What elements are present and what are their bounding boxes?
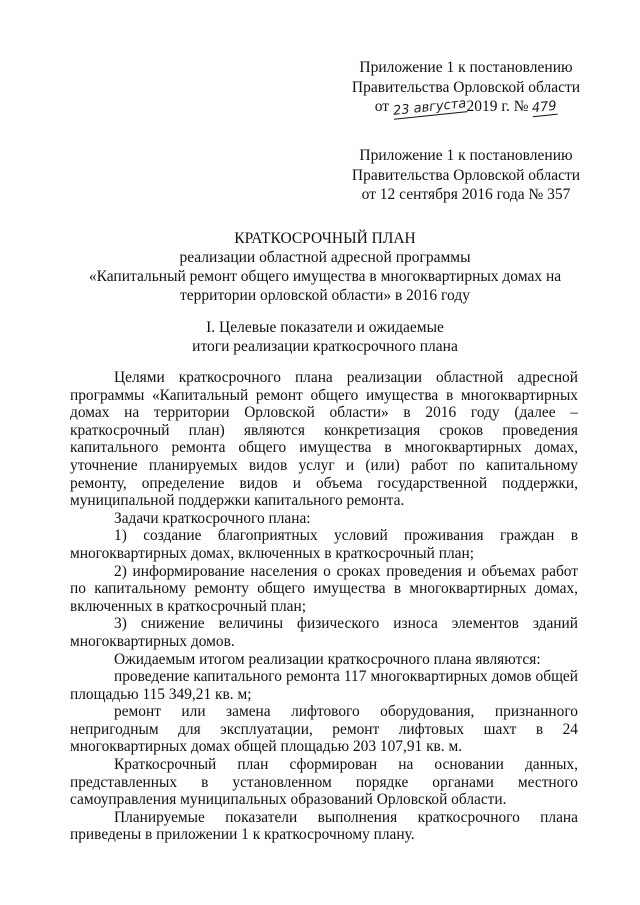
paragraph-task-2: 2) информирование населения о сроках проведения и объемах работ по капитальному ремонту общего имущества в многоквартирных домах, включенных в краткосрочный план; — [70, 562, 578, 615]
section-heading — [60, 318, 590, 356]
section-line-2: итоги реализации краткосрочного плана — [192, 338, 458, 355]
paragraph-formation: Краткосрочный план сформирован на основании данных, представленных в установленном порядке органами местного самоуправления муниципальных образований Орловской области. — [70, 756, 578, 809]
appendix-year: 2019 г. № — [466, 98, 529, 115]
section-line-1: I. Целевые показатели и ожидаемые — [206, 319, 444, 336]
document-title — [60, 229, 590, 305]
appendix-line-3 — [350, 97, 582, 117]
appendix-line-2: Правительства Орловской области — [351, 78, 581, 96]
paragraph-results-heading: Ожидаемым итогом реализации краткосрочного плана являются: — [114, 650, 541, 668]
document-body — [70, 369, 578, 844]
appendix-header-current — [350, 58, 582, 117]
appendix-date-prefix: от — [374, 98, 390, 115]
title-line-1: КРАТКОСРОЧНЫЙ ПЛАН — [234, 230, 416, 247]
paragraph-tasks-heading: Задачи краткосрочного плана: — [114, 509, 311, 527]
title-line-3: «Капитальный ремонт общего имущества в многоквартирных домах на — [88, 268, 562, 285]
paragraph-result-1: проведение капитального ремонта 117 многоквартирных домов общей площадью 115 349,21 кв. м; — [70, 668, 578, 703]
handwritten-number: 479 — [531, 98, 558, 117]
paragraph-result-2: ремонт или замена лифтового оборудования, признанного непригодным для эксплуатации, ремонт лифтовых шахт в 24 многоквартирных домах общей площадью 203 107,91 кв. м. — [70, 703, 578, 756]
paragraph-goals: Целями краткосрочного плана реализации областной адресной программы «Капитальный ремонт общего имущества в многоквартирных домах на территории Орловской области» в 2016 году (далее – краткосрочный план) являются конкретизация сроков проведения капитального ремонта общего имущества в многоквартирных домах, уточнение планируемых видов услуг и (или) работ по капитальному ремонту, определение видов и объема государственной поддержки, муниципальной поддержки капитального ремонта. — [70, 369, 578, 510]
appendix-prev-line-3: от 12 сентября 2016 года № 357 — [361, 186, 571, 203]
title-line-4: территории орловской области» в 2016 году — [180, 287, 470, 304]
appendix-line-1: Приложение 1 к постановлению — [359, 59, 573, 76]
paragraph-task-1: 1) создание благоприятных условий проживания граждан в многоквартирных домах, включенных в краткосрочный план; — [70, 527, 578, 562]
title-line-2: реализации областной адресной программы — [179, 249, 471, 266]
handwritten-date: 23 августа — [392, 96, 467, 119]
appendix-prev-line-2: Правительства Орловской области — [351, 166, 581, 184]
appendix-header-previous — [350, 146, 582, 205]
appendix-prev-line-1: Приложение 1 к постановлению — [359, 147, 573, 164]
paragraph-task-3: 3) снижение величины физического износа элементов зданий многоквартирных домов. — [70, 615, 578, 650]
paragraph-indicators: Планируемые показатели выполнения краткосрочного плана приведены в приложении 1 к краткосрочному плану. — [70, 808, 578, 844]
